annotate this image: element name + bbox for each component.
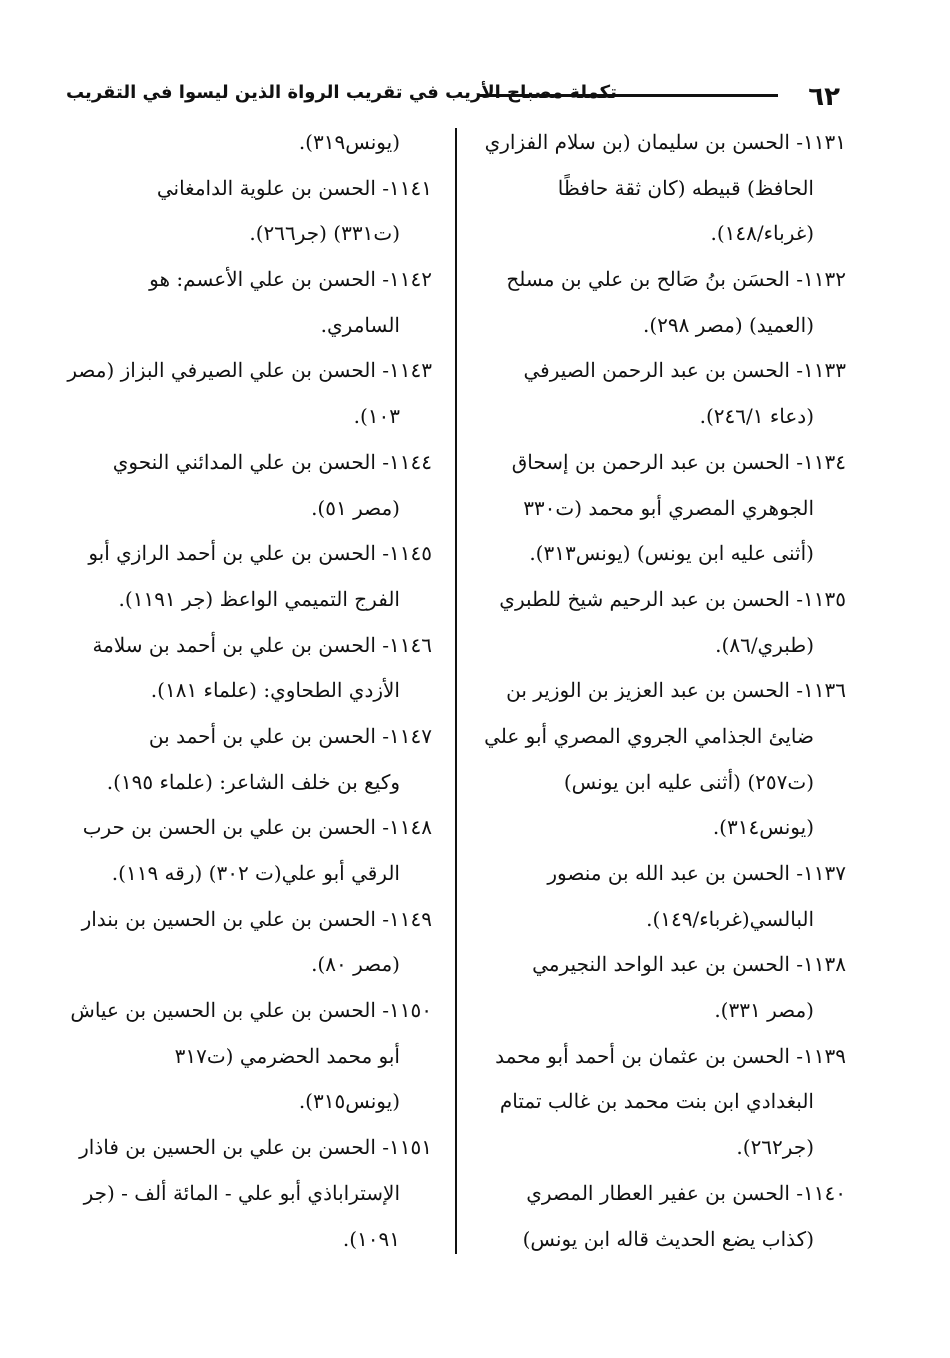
entry-line: ١١٣٤- الحسن بن عبد الرحمن بن إسحاق [511, 449, 846, 474]
entry-line: ١١٤٦- الحسن بن علي بن أحمد بن سلامة [92, 632, 432, 657]
entry-line: ١١٤٢- الحسن بن علي الأعسم: هو [149, 267, 432, 292]
entry-continuation-line: ١٠٣). [353, 404, 400, 429]
entry-continuation-line: الأزدي الطحاوي: (علماء ١٨١). [150, 678, 400, 703]
entry-continuation-line: الحافظ) قبيطه (كان ثقة حافظًا [557, 175, 814, 200]
entry-line: ١١٣١- الحسن بن سليمان (بن سلام الفزاري [484, 130, 846, 154]
entry-continuation-line: الفرج التميمي الواعظ (جر ١١٩١). [118, 586, 400, 611]
entry-continuation-line: (كذاب يضع الحديث قاله ابن يونس) [522, 1226, 814, 1251]
entry-continuation-line: الإستراباذي أبو علي - المائة ألف - (جر [83, 1180, 400, 1205]
entry-continuation-line: (طبري/٨٦). [715, 632, 814, 657]
entry-line: ١١٣٦- الحسن بن عبد العزيز بن الوزير بن [506, 678, 846, 703]
entry-continuation-line: (يونس٣١٤). [712, 815, 814, 840]
entry-continuation-line: (جر٢٦٢). [736, 1135, 814, 1160]
entry-line: ١١٣٥- الحسن بن عبد الرحيم شيخ للطبري [499, 586, 846, 611]
entry-line: ١١٤٩- الحسن بن علي بن الحسين بن بندار [81, 906, 432, 931]
entry-line: ١١٣٣- الحسن بن عبد الرحمن الصيرفي [523, 358, 846, 383]
entry-continuation-line: (غرباء/١٤٨). [710, 221, 814, 246]
entry-line: ١١٤٤- الحسن بن علي المدائني النحوي [112, 449, 432, 474]
right-column [476, 120, 846, 1262]
entry-continuation-line: البالسي(غرباء/١٤٩). [646, 906, 814, 931]
entry-line: ١١٥١- الحسن بن علي بن الحسين بن فاذار [79, 1135, 432, 1160]
entry-line: ١١٥٠- الحسن بن علي بن الحسين بن عياش [70, 998, 432, 1023]
entry-continuation-line: (مصر ٥١). [311, 495, 400, 520]
entry-continuation-line: (ت٢٥٧) (أثنى عليه ابن يونس) [563, 769, 814, 794]
entry-line: ١١٣٢- الحسَن بنُ صَالح بن علي بن مسلح [506, 267, 846, 292]
entry-continuation-line: ضايئ الجذامي الجروي المصري أبو علي [484, 723, 814, 748]
column-divider [455, 128, 457, 1254]
entry-line: ١١٤٠- الحسن بن عفير العطار المصري [526, 1180, 846, 1205]
entry-continuation-line: وكيع بن خلف الشاعر: (علماء ١٩٥). [106, 769, 400, 794]
entry-continuation-line: الجوهري المصري أبو محمد (ت٣٣٠ [523, 495, 814, 520]
entry-line: ١١٤٥- الحسن بن علي بن أحمد الرازي أبو [88, 541, 432, 566]
running-title: تكملة مصباح الأريب في تقريب الرواة الذين ليسوا في التقريب [66, 82, 617, 103]
entry-continuation-line: الرقي أبو علي(ت ٣٠٢) (رقه ١١٩). [111, 861, 400, 885]
page-number: ٦٢ [808, 82, 840, 112]
entry-line: ١١٣٧- الحسن بن عبد الله بن منصور [547, 861, 846, 885]
entry-continuation-line: (دعاء ٢٤٦/١). [699, 404, 814, 429]
entry-continuation-line: (يونس٣١٩). [298, 130, 400, 154]
entry-continuation-line: البغدادي ابن بنت محمد بن غالب تمتام [499, 1089, 814, 1114]
entry-continuation-line: أبو محمد الحضرمي (ت٣١٧ [174, 1043, 400, 1068]
entry-line: ١١٣٨- الحسن بن عبد الواحد النجيرمي [532, 952, 846, 977]
entry-line: ١١٤٨- الحسن بن علي بن الحسن بن حرب [82, 815, 432, 840]
entry-line: ١١٤١- الحسن بن علوية الدامغاني [156, 175, 432, 200]
entry-continuation-line: السامري. [320, 312, 400, 337]
left-column [62, 120, 432, 1262]
entry-line: ١١٣٩- الحسن بن عثمان بن أحمد أبو محمد [495, 1043, 846, 1068]
entry-continuation-line: ١٠٩١). [342, 1226, 400, 1251]
entry-line: ١١٤٧- الحسن بن علي بن أحمد بن [148, 723, 432, 748]
entry-continuation-line: (يونس٣١٥). [298, 1089, 400, 1114]
entry-continuation-line: (مصر ٨٠). [311, 952, 400, 977]
entry-continuation-line: (مصر ٣٣١). [714, 998, 814, 1023]
entry-continuation-line: (ت٣٣١) (جر٢٦٦). [249, 221, 400, 246]
entry-line: ١١٤٣- الحسن بن علي الصيرفي البزاز (مصر [67, 358, 432, 383]
entry-continuation-line: (العميد) (مصر ٢٩٨). [642, 312, 814, 337]
entry-continuation-line: (أثنى عليه ابن يونس) (يونس٣١٣). [529, 541, 814, 566]
